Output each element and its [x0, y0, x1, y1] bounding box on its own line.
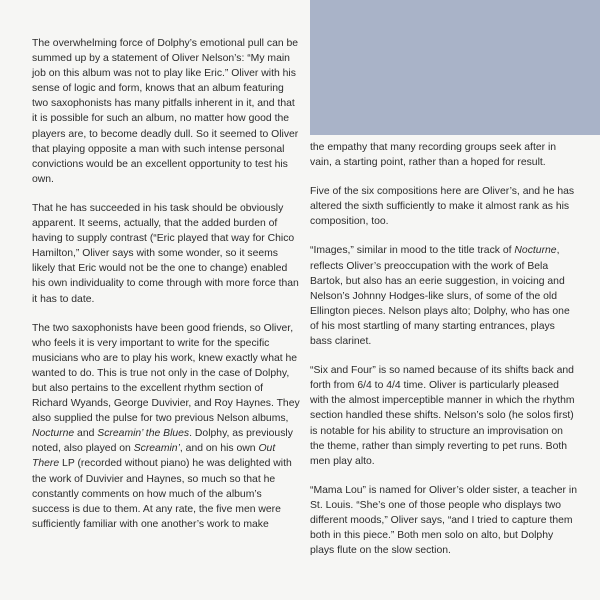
paragraph-right-3 — [310, 243, 578, 349]
decorative-color-block — [310, 0, 600, 135]
album-title: Nocturne — [32, 428, 75, 440]
paragraph-right-1: the empathy that many recording groups seek after in vain, a starting point, rather than a hoped for result. — [310, 142, 557, 169]
album-title: Screamin’ — [133, 443, 180, 455]
paragraph-right-4: “Six and Four” is so named because of its shifts back and forth from 6/4 to 4/4 time. Oliver is particularly pleased with the almost imperceptible manner in which the rhythm section handled these shifts. Nelson’s solo (he solos first) is notable for his ability to structure an improvisation on the theme, rather than simply reverting to pet runs. Both men play alto. — [310, 365, 575, 467]
album-title: Nocturne — [514, 245, 557, 257]
paragraph-right-2: Five of the six compositions here are Oliver’s, and he has altered the sixth sufficiently to make it almost rank as his composition, too. — [310, 186, 575, 228]
right-text-column — [310, 140, 578, 572]
text-segment: , reflects Oliver’s preoccupation with the work of Bela Bartok, but also has an eerie suggestion, in voicing and Nelson’s Johnny Hodges-like slurs, of some of the old Ellington pieces. Nelson plays alto; Dolphy, who has one of his most startling of many starting entrances, plays bass clarinet. — [310, 245, 570, 348]
text-segment: and — [74, 428, 98, 440]
paragraph-left-1: The overwhelming force of Dolphy’s emotional pull can be summed up by a statement of Oliver Nelson’s: “My main job on this album was not to play like Eric.” Oliver with his sense of logic and form, knows that an album featuring two saxophonists has many pitfalls inherent in it, and that it is possible for such an album, no matter how good the players are, to become deadly dull. So it seemed to Oliver that playing opposite a man with such intense personal convictions would be an excellent opportunity to test his own. — [32, 38, 299, 185]
text-segment: “Images,” similar in mood to the title track of — [310, 245, 515, 257]
text-segment: LP (recorded without piano) he was delighted with the work of Duvivier and Haynes, so much so that he constantly comments on how much of the album’s success is due to them. At any rate, the five men were sufficiently familiar with one another’s work to make — [32, 458, 292, 530]
paragraph-left-3 — [32, 321, 300, 532]
paragraph-right-5: “Mama Lou” is named for Oliver’s older sister, a teacher in St. Louis. “She’s one of those people who displays two different moods,” Oliver says, “and I tried to capture them both in this piece.” Both men solo on alto, but Dolphy plays flute on the slow section. — [310, 484, 577, 557]
text-segment: , and on his own — [179, 443, 259, 455]
album-title: Screamin’ the Blues — [97, 428, 190, 440]
left-text-column — [32, 36, 300, 546]
text-segment: . Dolphy, as previously noted, also played on — [32, 428, 293, 455]
text-segment: The two saxophonists have been good friends, so Oliver, who feels it is very important to write for the specific musicians who are to play his work, knew exactly what he wanted to do. This is true not only in the case of Dolphy, but also pertains to the excellent rhythm section of Richard Wyands, George Duvivier, and Roy Haynes. They also supplied the pulse for two previous Nelson albums, — [32, 322, 300, 425]
album-title: Out There — [32, 443, 276, 470]
paragraph-left-2: That he has succeeded in his task should be obviously apparent. It seems, actually, that the added burden of having to supply contrast (“Eric played that way for Chico Hamilton,” Oliver says with some wonder, so it seems likely that Eric would not be the one to change) enabled his own individuality to come through with more force than it has to date. — [32, 202, 299, 305]
